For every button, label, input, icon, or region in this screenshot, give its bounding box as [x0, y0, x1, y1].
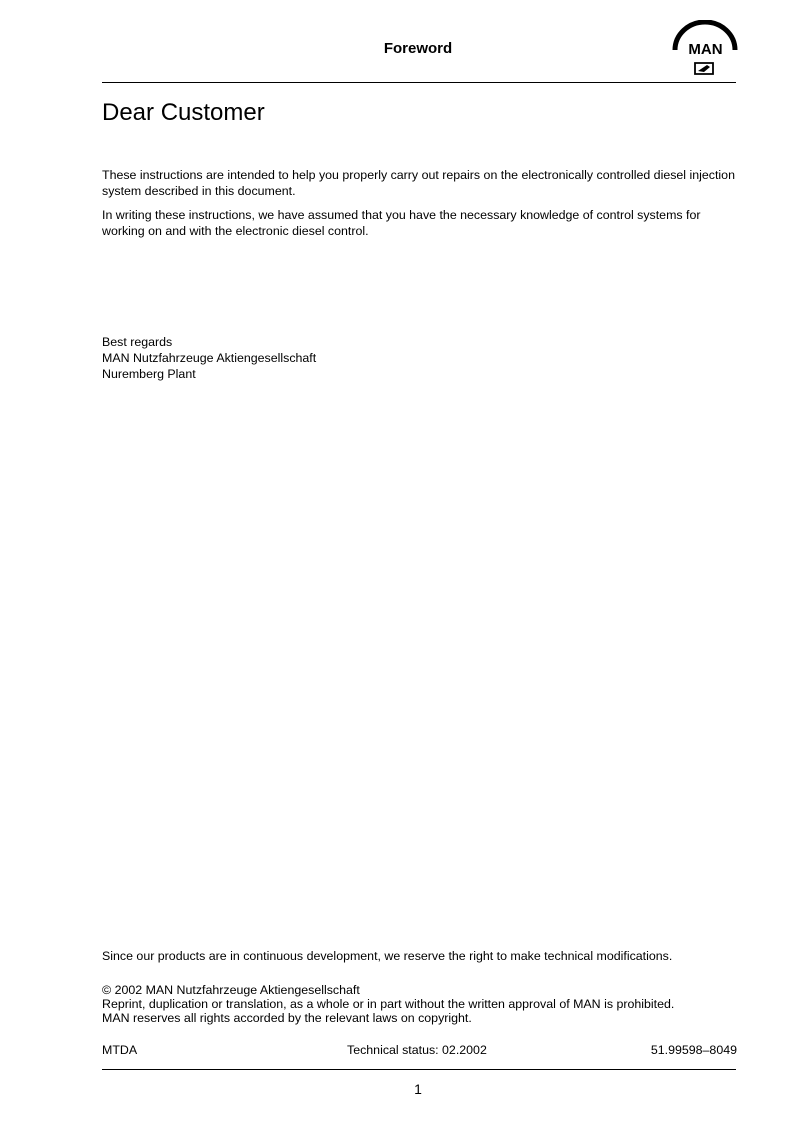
- reprint-notice: Reprint, duplication or translation, as a whole or in part without the written approval of MAN is prohibited.: [102, 997, 675, 1011]
- signature-company: MAN Nutzfahrzeuge Aktiengesellschaft: [102, 351, 317, 365]
- footer-technical-status: Technical status: 02.2002: [347, 1043, 487, 1057]
- assumption-paragraph: In writing these instructions, we have assumed that you have the necessary knowledge of control systems for working on and with the electronic diesel control.: [102, 208, 701, 238]
- signature-plant: Nuremberg Plant: [102, 367, 196, 381]
- page-header-title: Foreword: [383, 40, 453, 57]
- svg-text:MAN: MAN: [688, 41, 723, 58]
- footer-document-number: 51.99598–8049: [650, 1043, 737, 1057]
- header-divider: [102, 82, 736, 83]
- signature-block: [102, 334, 316, 382]
- copyright-line: © 2002 MAN Nutzfahrzeuge Aktiengesellschaft: [102, 983, 360, 997]
- man-logo: [672, 20, 739, 78]
- greeting-heading: Dear Customer: [102, 99, 265, 126]
- page-number: 1: [414, 1081, 422, 1097]
- rights-notice: MAN reserves all rights accorded by the relevant laws on copyright.: [102, 1011, 472, 1025]
- copyright-block: [102, 983, 674, 1025]
- footer-department: MTDA: [102, 1043, 138, 1057]
- signature-closing: Best regards: [102, 335, 173, 349]
- lion-emblem-icon: [695, 63, 713, 74]
- footer-divider: [102, 1069, 736, 1070]
- intro-paragraph: These instructions are intended to help you properly carry out repairs on the electronically controlled diesel injection system described in this document.: [102, 168, 735, 198]
- modification-notice: Since our products are in continuous development, we reserve the right to make technical modifications.: [102, 949, 673, 963]
